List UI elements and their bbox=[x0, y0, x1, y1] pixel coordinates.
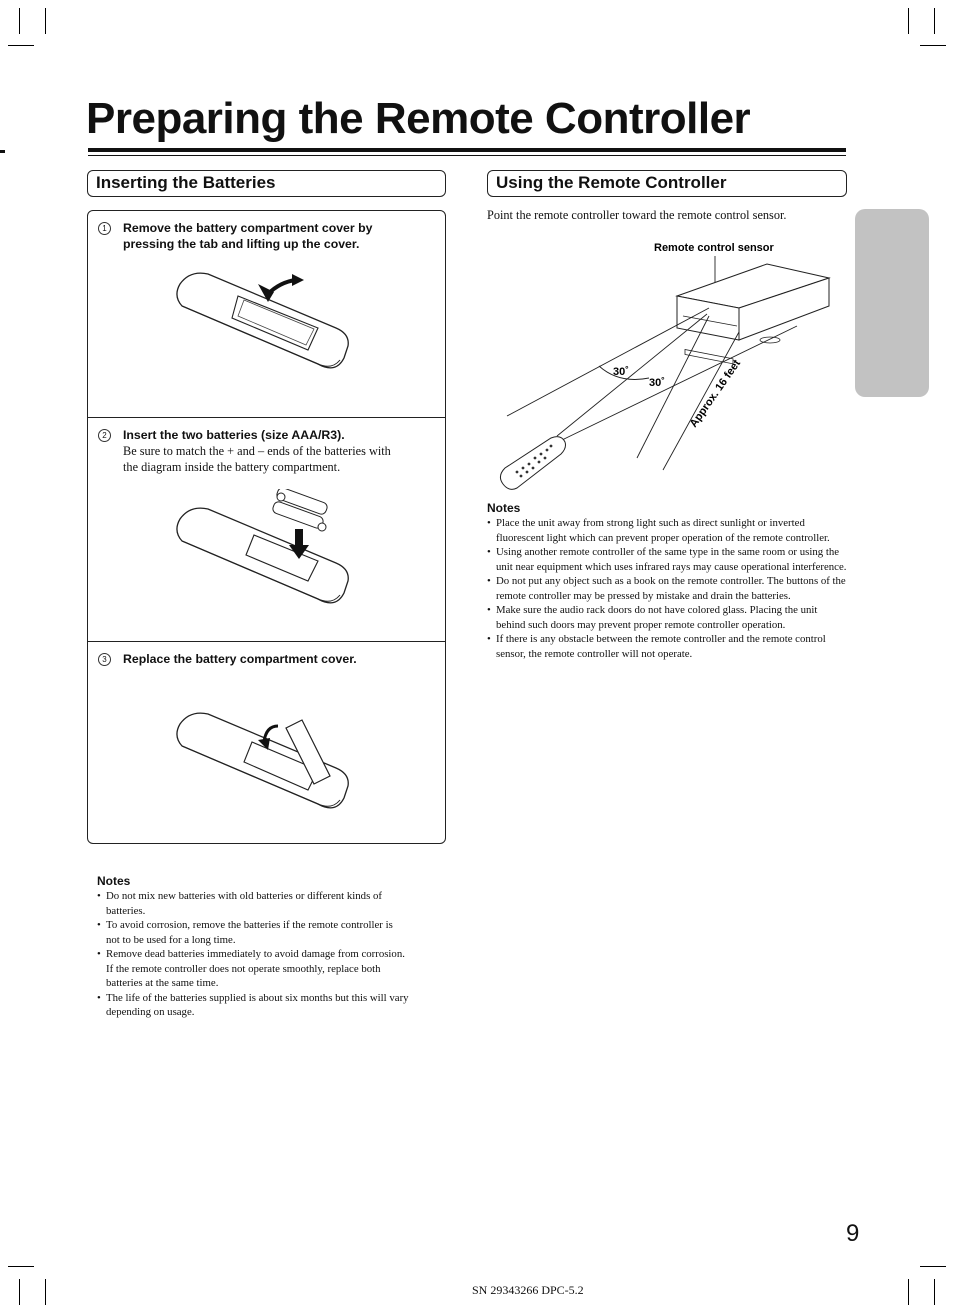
edge-mark bbox=[0, 150, 5, 153]
note-text: Remove dead batteries immediately to avoid damage from corrosion. If the remote controller does not operate smoothly, replace both batteries at the same time. bbox=[106, 948, 405, 989]
page-title: Preparing the Remote Controller bbox=[86, 94, 751, 143]
footer-code: SN 29343266 DPC-5.2 bbox=[472, 1283, 584, 1297]
title-rule-thin bbox=[88, 155, 846, 156]
remote-controller-illustration bbox=[500, 437, 565, 490]
remote-open-cover-illustration bbox=[168, 266, 358, 381]
remote-notes-list bbox=[487, 516, 849, 661]
note-text: Make sure the audio rack doors do not have colored glass. Placing the unit behind such doors may prevent proper remote controller operation. bbox=[496, 604, 818, 631]
section-heading-batteries: Inserting the Batteries bbox=[87, 170, 446, 197]
note-item: • Do not put any object such as a book on the remote controller. The buttons of the remote controller may be pressed by mistake and drain the batteries. bbox=[487, 575, 846, 602]
crop-mark bbox=[934, 8, 935, 34]
note-text: Do not put any object such as a book on the remote controller. The buttons of the remote controller may be pressed by mistake and drain the batteries. bbox=[496, 575, 846, 602]
step-3-instruction: Replace the battery compartment cover. bbox=[123, 652, 357, 666]
page-number: 9 bbox=[846, 1220, 860, 1247]
angle-left-label: 30˚ bbox=[613, 366, 629, 378]
chapter-tab bbox=[855, 209, 929, 397]
crop-mark bbox=[920, 1266, 946, 1267]
note-item: • The life of the batteries supplied is about six months but this will vary depending on usage. bbox=[97, 991, 409, 1018]
section-heading-remote: Using the Remote Controller bbox=[487, 170, 847, 197]
note-text: To avoid corrosion, remove the batteries if the remote controller is not to be used for a long time. bbox=[106, 919, 393, 946]
note-item: • If there is any obstacle between the remote controller and the remote control sensor, the remote controller will not operate. bbox=[487, 633, 826, 660]
note-item: • To avoid corrosion, remove the batteries if the remote controller is not to be used for a long time. bbox=[97, 919, 393, 946]
crop-mark bbox=[8, 1266, 34, 1267]
steps-box bbox=[87, 210, 446, 844]
crop-mark bbox=[45, 1279, 46, 1305]
step-divider bbox=[88, 641, 445, 642]
note-item: • Using another remote controller of the same type in the same room or using the unit near equipment which uses infrared rays may cause operational interference. bbox=[487, 546, 847, 573]
crop-mark bbox=[908, 8, 909, 34]
remote-replace-cover-illustration bbox=[168, 706, 358, 821]
note-item: • Do not mix new batteries with old batteries or different kinds of batteries. bbox=[97, 890, 382, 917]
crop-mark bbox=[45, 8, 46, 34]
title-rule bbox=[88, 148, 846, 152]
crop-mark bbox=[908, 1279, 909, 1305]
step-number: 1 bbox=[98, 222, 111, 235]
note-text: The life of the batteries supplied is about six months but this will vary depending on usage. bbox=[106, 991, 409, 1018]
distance-label: Approx. 16 feet bbox=[687, 357, 744, 430]
step-number: 3 bbox=[98, 653, 111, 666]
step-2-detail: Be sure to match the + and – ends of the batteries with the diagram inside the battery compartment. bbox=[123, 444, 391, 474]
note-item: • Make sure the audio rack doors do not have colored glass. Placing the unit behind such doors may prevent proper remote controller operation. bbox=[487, 604, 818, 631]
note-text: Using another remote controller of the same type in the same room or using the unit near equipment which uses infrared rays may cause operational interference. bbox=[496, 546, 847, 573]
note-text: If there is any obstacle between the remote controller and the remote control sensor, the remote controller will not operate. bbox=[496, 633, 826, 660]
notes-title: Notes bbox=[487, 501, 521, 515]
player-unit-illustration bbox=[677, 264, 829, 364]
battery-notes-list bbox=[97, 889, 409, 1020]
step-1-instruction: Remove the battery compartment cover by pressing the tab and lifting up the cover. bbox=[123, 221, 373, 251]
crop-mark bbox=[19, 1279, 20, 1305]
crop-mark bbox=[920, 45, 946, 46]
step-number: 2 bbox=[98, 429, 111, 442]
sensor-label: Remote control sensor bbox=[654, 242, 774, 254]
crop-mark bbox=[19, 8, 20, 34]
remote-range-diagram bbox=[487, 236, 847, 498]
notes-title: Notes bbox=[97, 874, 131, 888]
remote-insert-batteries-illustration bbox=[168, 489, 358, 619]
note-text: Do not mix new batteries with old batteries or different kinds of batteries. bbox=[106, 890, 382, 917]
angle-right-label: 30˚ bbox=[649, 377, 665, 389]
note-item: • Place the unit away from strong light such as direct sunlight or inverted fluorescent light which can prevent proper operation of the remote controller. bbox=[487, 517, 830, 544]
step-divider bbox=[88, 417, 445, 418]
note-item: • Remove dead batteries immediately to avoid damage from corrosion. If the remote controller does not operate smoothly, replace both batteries at the same time. bbox=[97, 948, 405, 989]
step-2-instruction: Insert the two batteries (size AAA/R3). bbox=[123, 428, 345, 442]
note-text: Place the unit away from strong light such as direct sunlight or inverted fluorescent light which can prevent proper operation of the remote controller. bbox=[496, 517, 830, 544]
intro-text: Point the remote controller toward the remote control sensor. bbox=[487, 208, 787, 222]
crop-mark bbox=[934, 1279, 935, 1305]
crop-mark bbox=[8, 45, 34, 46]
